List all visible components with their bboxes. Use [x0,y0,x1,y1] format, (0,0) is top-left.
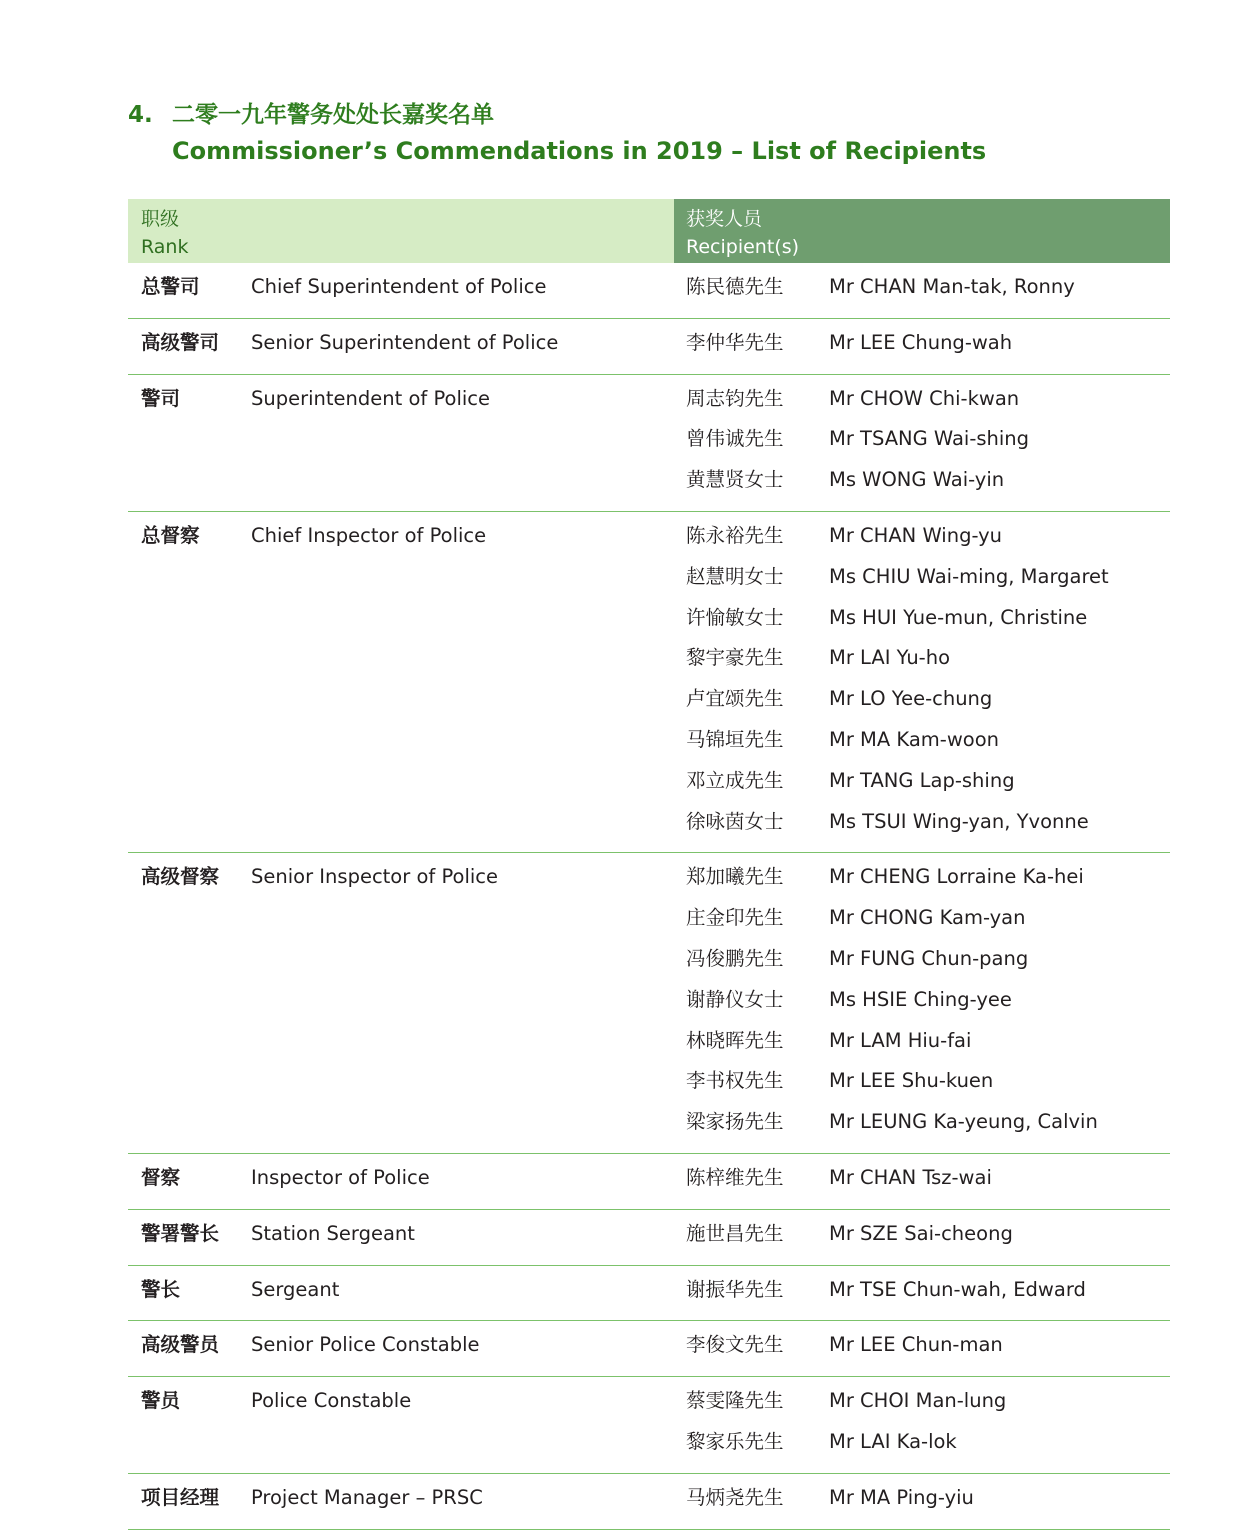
recipient-row [674,423,1170,464]
header-recipients-en: Recipient(s) [686,236,800,258]
recipient-row [674,683,1170,724]
rank-group [128,1474,1170,1530]
recipient-row [674,724,1170,765]
recipient-name-zh: 谢静仪女士 [686,987,784,1011]
rank-zh: 项目经理 [141,1485,220,1509]
recipients-list [674,383,1170,505]
recipient-name-zh: 梁家扬先生 [686,1110,784,1134]
recipients-list [674,1162,1170,1203]
rank-en: Chief Superintendent of Police [251,275,547,298]
rank-en: Sergeant [251,1277,340,1301]
recipient-name-en: Mr MA Kam-woon [829,727,999,751]
recipient-name-zh: 陈民德先生 [686,275,784,298]
recipient-name-en: Mr MA Ping-yiu [829,1485,974,1509]
recipient-row [674,984,1170,1025]
recipient-row [674,561,1170,602]
rank-group [128,1266,1170,1322]
rank-en: Senior Superintendent of Police [251,330,559,354]
recipient-name-en: Mr CHAN Wing-yu [829,523,1003,547]
recipient-row [674,383,1170,424]
recipient-name-en: Mr LAI Ka-lok [829,1429,957,1453]
recipient-name-zh: 蔡雯隆先生 [686,1389,784,1413]
recipient-name-en: Ms WONG Wai-yin [829,468,1005,492]
recipient-name-en: Mr LEUNG Ka-yeung, Calvin [829,1110,1098,1134]
recipient-name-zh: 黄慧贤女士 [686,468,784,492]
recipient-row [674,1162,1170,1203]
header-rank-zh: 职级 [141,208,180,230]
rank-zh: 警司 [141,386,181,410]
recipients-list [674,1274,1170,1315]
recipient-name-zh: 徐咏茵女士 [686,809,784,833]
recipients-list [674,327,1170,368]
rank-group [128,263,1170,319]
recipient-name-zh: 曾伟诚先生 [686,427,784,451]
recipient-name-zh: 马炳尧先生 [686,1485,784,1509]
recipient-name-zh: 黎宇豪先生 [686,646,784,670]
recipient-name-zh: 冯俊鹏先生 [686,946,784,970]
recipient-name-zh: 林晓晖先生 [686,1028,784,1052]
recipient-row [674,464,1170,505]
recipient-name-zh: 许愉敏女士 [686,605,784,629]
recipient-row [674,520,1170,561]
recipient-row [674,602,1170,643]
recipients-list [674,520,1170,846]
rank-group [128,512,1170,853]
recipient-name-en: Mr CHOI Man-lung [829,1389,1007,1413]
rank-zh: 高级警司 [141,330,220,354]
table-body [128,263,1170,1530]
recipient-name-zh: 郑加曦先生 [686,865,784,889]
rank-zh: 总督察 [141,523,200,547]
recipient-name-zh: 卢宜颂先生 [686,687,784,711]
recipient-row [674,861,1170,902]
recipient-row [674,765,1170,806]
rank-en: Senior Police Constable [251,1333,480,1357]
section-title-zh: 二零一九年警务处处长嘉奖名单 [172,102,494,128]
rank-zh: 总警司 [141,275,200,298]
header-recipients [674,199,1170,263]
recipients-table [128,199,1170,1530]
recipient-row [674,1426,1170,1467]
recipient-row [674,1106,1170,1147]
recipient-name-en: Mr CHONG Kam-yan [829,906,1026,930]
rank-en: Superintendent of Police [251,386,491,410]
recipient-name-zh: 李仲华先生 [686,330,784,354]
recipients-list [674,271,1170,312]
section-number: 4. [128,102,153,128]
recipient-name-en: Ms TSUI Wing-yan, Yvonne [829,809,1089,833]
rank-en: Inspector of Police [251,1165,430,1189]
recipient-name-en: Mr LO Yee-chung [829,687,993,711]
recipient-name-zh: 马锦垣先生 [686,727,784,751]
rank-en: Police Constable [251,1389,412,1413]
header-rank-en: Rank [141,236,189,258]
recipient-name-en: Mr LAM Hiu-fai [829,1028,972,1052]
recipient-name-en: Mr LEE Chung-wah [829,330,1013,354]
rank-en: Senior Inspector of Police [251,865,498,889]
rank-group [128,1210,1170,1266]
recipient-row [674,327,1170,368]
recipient-name-zh: 赵慧明女士 [686,564,784,588]
recipient-name-en: Mr LAI Yu-ho [829,646,950,670]
recipient-name-zh: 周志钧先生 [686,386,784,410]
rank-zh: 高级督察 [141,865,220,889]
recipient-row [674,1065,1170,1106]
recipient-name-en: Mr TSANG Wai-shing [829,427,1030,451]
recipients-list [674,1329,1170,1370]
recipient-row [674,642,1170,683]
recipient-name-zh: 李书权先生 [686,1069,784,1093]
rank-zh: 警署警长 [141,1221,220,1245]
rank-zh: 督察 [141,1165,181,1189]
recipients-list [674,1218,1170,1259]
rank-en: Chief Inspector of Police [251,523,487,547]
recipient-name-zh: 施世昌先生 [686,1221,784,1245]
rank-group [128,1377,1170,1474]
recipient-name-en: Mr CHOW Chi-kwan [829,386,1020,410]
header-rank [128,199,674,263]
recipient-name-en: Mr CHAN Tsz-wai [829,1165,992,1189]
recipient-name-en: Ms HSIE Ching-yee [829,987,1012,1011]
recipient-row [674,1482,1170,1523]
recipients-list [674,861,1170,1147]
recipient-name-zh: 陈梓维先生 [686,1165,784,1189]
recipient-name-zh: 李俊文先生 [686,1333,784,1357]
recipient-row [674,943,1170,984]
recipient-row [674,1385,1170,1426]
recipient-name-zh: 陈永裕先生 [686,523,784,547]
rank-group [128,1321,1170,1377]
recipient-row [674,1218,1170,1259]
recipient-name-en: Mr LEE Chun-man [829,1333,1003,1357]
recipient-name-en: Ms HUI Yue-mun, Christine [829,605,1088,629]
recipient-row [674,1274,1170,1315]
recipient-name-zh: 邓立成先生 [686,768,784,792]
rank-zh: 高级警员 [141,1333,220,1357]
rank-group [128,853,1170,1154]
rank-group [128,1154,1170,1210]
rank-zh: 警员 [141,1389,181,1413]
recipient-row [674,902,1170,943]
rank-en: Station Sergeant [251,1221,415,1245]
rank-zh: 警长 [141,1277,181,1301]
recipient-name-en: Mr SZE Sai-cheong [829,1221,1013,1245]
recipients-list [674,1385,1170,1467]
recipient-name-zh: 庄金印先生 [686,906,784,930]
recipient-name-en: Mr TSE Chun-wah, Edward [829,1277,1086,1301]
section-title-en: Commissioner’s Commendations in 2019 – List of Recipients [172,137,987,165]
section-heading [128,96,986,165]
recipient-row [674,1025,1170,1066]
recipient-name-en: Mr CHENG Lorraine Ka-hei [829,865,1084,889]
recipient-name-en: Mr TANG Lap-shing [829,768,1015,792]
recipient-row [674,1329,1170,1370]
recipients-list [674,1482,1170,1523]
rank-en: Project Manager – PRSC [251,1485,483,1509]
recipient-row [674,806,1170,847]
recipient-name-en: Ms CHIU Wai-ming, Margaret [829,564,1109,588]
table-header [128,199,1170,263]
header-recipients-zh: 获奖人员 [686,208,763,230]
recipient-name-en: Mr FUNG Chun-pang [829,946,1029,970]
recipient-name-zh: 谢振华先生 [686,1277,784,1301]
rank-group [128,375,1170,512]
recipient-name-zh: 黎家乐先生 [686,1429,784,1453]
rank-group [128,319,1170,375]
recipient-name-en: Mr LEE Shu-kuen [829,1069,994,1093]
recipient-name-en: Mr CHAN Man-tak, Ronny [829,275,1075,298]
recipient-row [674,271,1170,312]
